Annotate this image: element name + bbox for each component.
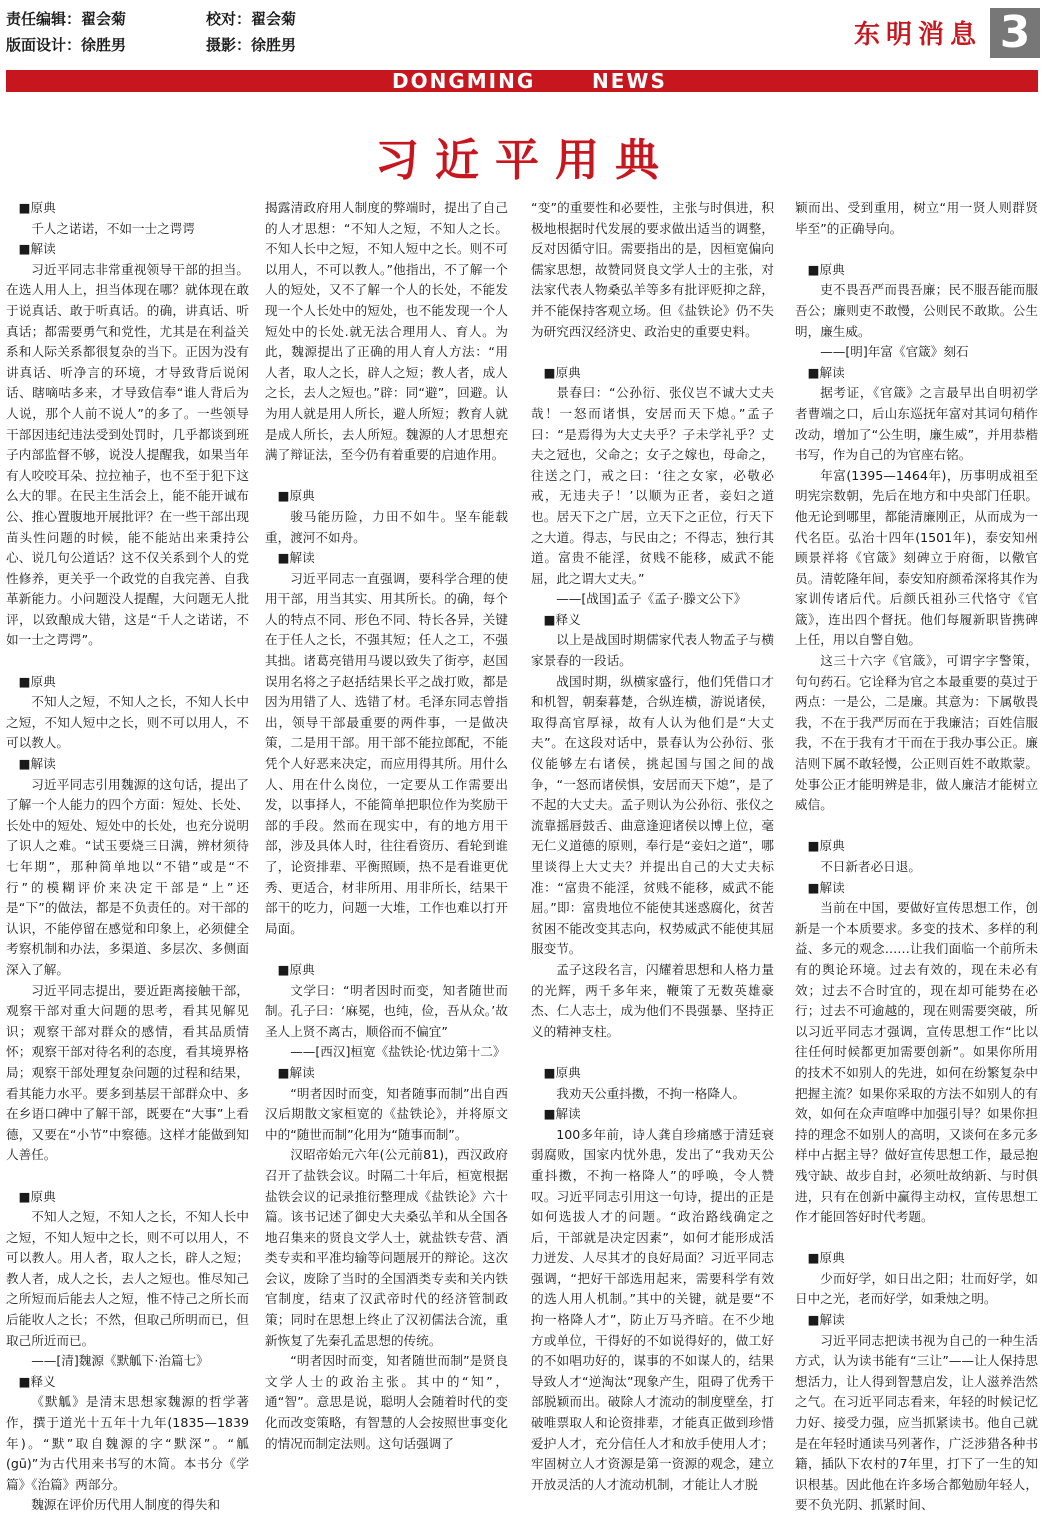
paragraph-gap — [795, 816, 1038, 837]
paragraph: 魏源在评价历代用人制度的得失和 — [31, 1497, 221, 1513]
editor-credit: 责任编辑：翟会菊 — [6, 10, 127, 28]
paragraph: 骏马能历险，力田不如牛。坚车能载重，渡河不如舟。 — [265, 508, 508, 545]
paragraph: 以上是战国时期儒家代表人物孟子与横家景春的一段话。 — [531, 632, 774, 669]
paragraph: “明者因时而变，知者随世而制”是贤良文学人士的政治主张。其中的“知”，通“智”。意思是说，聪明人会随着时代的变化而改变策略，有智慧的人会按照世事变化的情况而制定法则。这句话强调了 — [265, 1353, 508, 1451]
section-heading: ■解读 — [18, 756, 56, 772]
section-heading: ■原典 — [807, 261, 845, 277]
paragraph-gap — [795, 1228, 1038, 1249]
paragraph: “明者因时而变，知者随事而制”出自西汉后期散文家桓宽的《盐铁论》，并将原文中的“随世而制”化用为“随事而制”。 — [265, 1085, 508, 1142]
banner-word-1: DONGMING — [392, 69, 536, 93]
paragraph-gap — [795, 239, 1038, 260]
page-title: 习近平用典 — [375, 135, 675, 186]
section-heading: ■解读 — [543, 1106, 581, 1122]
section-heading: ■释义 — [543, 611, 581, 627]
section-heading: ■解读 — [807, 879, 845, 895]
section-heading: ■解读 — [807, 1312, 845, 1328]
section-heading: ■原典 — [18, 673, 56, 689]
paragraph: 习近平同志一直强调，要科学合理的使用干部，用当其实、用其所长。的确，每个人的特点不同、形色不同、特长各异，关键在于任人之长，不强其短；任人之工，不强其拙。诸葛亮错用马谡以致失了街亭，赵国误用名将之子赵括结果长平之战打败，都是因为用错了人、选错了材。毛泽东同志曾指出，领导干部最重要的两件事，一是做决策，二是用干部。用干部不能拉郎配，不能凭个人好恶来决定，而应用得其所。用什么人、用在什么岗位，一定要从工作需要出发，以事择人，不能简单把职位作为奖励干部的手段。然而在现实中，有的地方用干部，涉及具体人时，往往看资历、看轮到谁了，论资排辈、平衡照顾，热不是看谁更优秀、更适合，材非所用、用非所长，结果干部干的吃力，问题一大堆，工作也难以打开局面。 — [265, 570, 508, 936]
paragraph-gap — [531, 342, 774, 363]
paragraph-gap — [6, 1166, 249, 1187]
paragraph: 《默觚》是清末思想家魏源的哲学著作，撰于道光十五年十九年(1835—1839年)。“默”取自魏源的字“默深”。“觚(gū)”为古代用来书写的木简。本书分《学篇》《治篇》两部分。 — [6, 1394, 249, 1492]
paragraph: 千人之诺诺，不如一士之谔谔 — [31, 220, 195, 236]
proofread-credit: 校对：翟会菊 — [206, 10, 297, 28]
section-heading: ■原典 — [543, 1064, 581, 1080]
paragraph: 战国时期，纵横家盛行，他们凭借口才和机智，朝秦暮楚，合纵连横，游说诸侯，取得高官厚禄，故有人认为他们是“大丈夫”。在这段对话中，景春认为公孙衍、张仪能够左右诸侯，挑起国与国之间的战争，“一怒而诸侯惧，安居而天下熄”，是了不起的大丈夫。孟子则认为公孙衍、张仪之流靠摇唇鼓舌、曲意逢迎诸侯以博上位，毫无仁义道德的原则，奉行是“妾妇之道”，哪里谈得上大丈夫？并提出自己的大丈夫标准：“富贵不能淫，贫贱不能移，威武不能屈。”即：富贵地位不能使其迷惑腐化，贫苦贫困不能改变其志向，权势威武不能使其屈服变节。 — [531, 673, 774, 957]
paragraph: 当前在中国，要做好宣传思想工作，创新是一个本质要求。多变的技术、多样的利益、多元的观念……让我们面临一个前所未有的舆论环境。过去有效的，现在未必有效；过去不合时宜的，现在却可能势在必行；过去不可逾越的，现在则需要突破，所以习近平同志才强调，宣传思想工作“比以往任何时候都更加需要创新”。如果你所用的技术不如别人的先进，如何在纷繁复杂中把握主流？如果你采取的方法不如别人的有效，如何在众声喧哗中加强引导？如果你担持的理念不如别人的高明，又谈何在多元多样中占据主导？做好宣传思想工作，最忌抱残守缺、故步自封，必须吐故纳新、与时俱进，只有在创新中赢得主动权，宣传思想工作才能回答好时代考题。 — [795, 900, 1038, 1225]
text-column-2 — [265, 198, 508, 1522]
layout-credit: 版面设计：徐胜男 — [6, 36, 127, 54]
paragraph: 景春曰：“公孙衍、张仪岂不诚大丈夫哉！一怒而诸惧，安居而天下熄。”孟子曰：“是焉得为大丈夫乎？子未学礼乎？丈夫之冠也，父命之；女子之嫁也，母命之，往送之门，戒之曰：‘往之女家，必敬必戒，无违夫子！’以顺为正者，妾妇之道也。居天下之广居，立天下之正位，行天下之大道。得志，与民由之；不得志，独行其道。富贵不能淫，贫贱不能移，威武不能屈，此之谓大丈夫。” — [531, 385, 774, 586]
paragraph: “变”的重要性和必要性，主张与时俱进，积极地根据时代发展的要求做出适当的调整，反对因循守旧。需要指出的是，因桓宽偏向儒家思想，故赞同贤良文学人士的主张，对法家代表人物桑弘羊等多有批评贬抑之辞，并不能保持客观立场。但《盐铁论》仍不失为研究西汉经济史、政治史的重要史料。 — [531, 200, 774, 339]
paragraph: 习近平同志非常重视领导干部的担当。在选人用人上，担当体现在哪？就体现在敢于说真话、敢于听真话。的确，讲真话、听真话；都需要勇气和党性，尤其是在利益关系和人际关系都很复杂的当下。正因为没有讲真话、听净言的环境，才导致背后说闲话、瞎嘀咕多来，才导致信奉“谁人背后为人说，那个人前不说人”的多了。一些领导干部因违纪违法受到处罚时，几乎都谈到班子内部监督不够，说没人提醒我，如果当年有人咬咬耳朵、拉拉袖子，也不至于犯下这么大的罪。在民主生活会上，能不能开诚布公、推心置腹地开展批评？在一些干部出现苗头性问题的时候，能不能站出来秉持公心、说几句公道话？这不仅关系到个人的党性修养，更关乎一个政党的自我完善、自我革新能力。小问题没人提醒，大问题无人批评，以致酿成大错，这是“千人之诺诺，不如一士之谔谔”。 — [6, 261, 249, 648]
text-column-1 — [6, 198, 249, 1522]
section-heading: ■原典 — [807, 838, 845, 854]
section-heading: ■原典 — [543, 364, 581, 380]
paragraph: 习近平同志引用魏源的这句话，提出了了解一个人能力的四个方面：短处、长处、长处中的短处、短处中的长处，也充分说明了识人之难。“试玉要烧三日满，辨材须待七年期”，那种简单地以“不错”或是“不行”的模糊评价来决定干部是“上”还是“下”的做法，都是不负责任的。对干部的认识，不能停留在感觉和印象上，必须健全考察机制和办法，多渠道、多层次、多侧面深入了解。 — [6, 776, 249, 977]
paragraph: 年富(1395—1464年)，历事明成祖至明宪宗数朝，先后在地方和中央部门任职。他无论到哪里，都能清廉刚正，从而成为一代名臣。弘治十四年(1501年)，泰安知州顾景祥将《官箴》刻碑立于府衙，以儆官员。清乾隆年间，泰安知府颜希深将其作为家训传诸后代。后颜氏祖孙三代恪守《官箴》，连出四个督抚。他们每履新职皆携碑上任，用以自警自勉。 — [795, 467, 1038, 648]
section-heading: ■原典 — [18, 200, 56, 215]
paragraph: 100多年前，诗人龚自珍痛感于清廷衰弱腐败，国家内忧外患，发出了“我劝天公重抖擞，不拘一格降人”的呼唤，令人赞叹。习近平同志引用这一句诗，提出的正是如何选拔人才的问题。“政治路线确定之后，干部就是决定因素”，如何才能形成活力迸发、人尽其才的良好局面？习近平同志强调，“把好干部选用起来，需要科学有效的选人用人机制。”其中的关键，就是要“不拘一格降人才”，防止万马齐暗。在不少地方或单位，干得好的不如说得好的，做工好的不如唱功好的，谋事的不如谋人的，结果导致人才“逆淘汰”现象产生，阻碍了优秀干部脱颖而出。破除人才流动的制度壁垒，打破唯票取人和论资排辈，才能真正做到珍惜爱护人才，充分信任人才和放手使用人才；牢固树立人才资源是第一资源的观念，建立开放灵活的人才流动机制，才能让人才脱 — [531, 1126, 774, 1492]
section-heading: ■释义 — [18, 1373, 56, 1389]
paragraph-gap — [6, 651, 249, 672]
paragraph: 习近平同志提出，要近距离接触干部，观察干部对重大问题的思考，看其见解见识；观察干部对群众的感情，看其品质情怀；观察干部对待名利的态度，看其境界格局；观察干部处理复杂问题的过程和结果，看其能力水平。要多到基层干部群众中、多在乡语口碑中了解干部，既要在“大事”上看德，又要在“小节”中察德。这样才能做到知人善任。 — [6, 982, 249, 1163]
section-heading: ■原典 — [277, 488, 315, 504]
source-citation: ——[战国]孟子《孟子·滕文公下》 — [556, 591, 747, 607]
paragraph: 不知人之短，不知人之长，不知人长中之短，不知人短中之长，则不可以用人，不可以教人。用人者，取人之长，辟人之短；教人者，成人之长，去人之短也。惟尽知己之所短而后能去人之短，惟不恃己之所长而后能收人之长；不然，但取己所明而已，但取己所近而已。 — [6, 1209, 249, 1348]
page-number: 3 — [990, 8, 1040, 58]
text-column-3 — [531, 198, 774, 1522]
paragraph: 孟子这段名言，闪耀着思想和人格力量的光辉，两千多年来，鞭策了无数英雄豪杰、仁人志士，成为他们不畏强暴、坚持正义的精神支柱。 — [531, 961, 774, 1039]
credits-block — [6, 6, 296, 58]
source-citation: ——[清]魏源《默觚下·治篇七》 — [31, 1353, 209, 1369]
paragraph: 不知人之短，不知人之长，不知人长中之短，不知人短中之长，则不可以用人，不可以教人。 — [6, 694, 249, 751]
paragraph: 这三十六字《官箴》，可谓字字警策，句句药石。它诠释为官之本最重要的莫过于两点：一是公，二是廉。其意为：下属敬畏我，不在于我严厉而在于我廉洁；百姓信服我，不在于我有才干而在于我办事公正。廉洁则下属不敢轻慢，公正则百姓不敢欺蒙。处事公正才能明辨是非，做人廉洁才能树立威信。 — [795, 653, 1038, 813]
section-heading: ■原典 — [277, 961, 315, 977]
section-heading: ■解读 — [277, 550, 315, 566]
section-heading: ■解读 — [18, 241, 56, 257]
section-heading: ■解读 — [277, 1064, 315, 1080]
paragraph: 习近平同志把读书视为自己的一种生活方式，认为读书能有“三让”——让人保持思想活力，让人得到智慧启发，让人滋养浩然之气。在习近平同志看来，年轻的时候记忆力好、接受力强，应当抓紧读书。他自己就是在年轻时通读马列著作，广泛涉猎各种书籍，插队下农村的7年里，打下了一生的知识根基。因此他在许多场合都勉励年轻人，要不负光阴、抓紧时间、 — [795, 1332, 1038, 1513]
source-citation: ——[明]年富《官箴》刻石 — [820, 344, 969, 360]
paragraph: 揭露清政府用人制度的弊端时，提出了自己的人才思想：“不知人之短，不知人之长。不知人长中之短，不知人短中之长。则不可以用人，不可以教人。”他指出，不了解一个人的短处，又不了解一个人的长处，不能发现一个人长处中的短处，也不能发现一个人短处中的长处.就无法合理用人、育人。为此，魏源提出了正确的用人育人方法：“用人者，取人之长，辟人之短；教人者，成人之长，去人之短也。”辟：同“避”，回避。认为用人就是用人所长，避人所短；教育人就是成人所长，去人所短。魏源的人才思想充满了辩证法，至今仍有着重要的启迪作用。 — [265, 200, 508, 463]
paragraph: 我劝天公重抖擞，不拘一格降人。 — [556, 1085, 746, 1101]
photo-credit: 摄影：徐胜男 — [206, 36, 297, 54]
paragraph: 吏不畏吾严而畏吾廉；民不服吾能而服吾公；廉则吏不敢慢，公则民不敢欺。公生明，廉生威。 — [795, 282, 1038, 339]
masthead: 东明消息 — [853, 20, 982, 50]
banner-word-2: NEWS — [592, 69, 667, 93]
section-heading: ■原典 — [807, 1250, 845, 1266]
section-heading: ■解读 — [807, 364, 845, 380]
paragraph: 颖而出、受到重用，树立“用一贤人则群贤毕至”的正确导向。 — [795, 200, 1038, 236]
source-citation: ——[西汉]桓宽《盐铁论·忧边第十二》 — [290, 1044, 506, 1060]
paragraph: 汉昭帝始元六年(公元前81)，西汉政府召开了盐铁会议。时隔二十年后，桓宽根据盐铁会议的记录推衍整理成《盐铁论》六十篇。该书记述了御史大夫桑弘羊和从全国各地召集来的贤良文学人士，就盐铁专营、酒类专卖和平准均输等问题展开的辩论。这次会议，废除了当时的全国酒类专卖和关内铁官制度，结束了汉武帝时代的经济管制政策；同时在思想上终止了汉初儒法合流，重新恢复了先秦孔孟思想的传统。 — [265, 1147, 508, 1348]
news-banner — [6, 70, 1038, 92]
paragraph: 文学曰：“明者因时而变，知者随世而制。孔子曰：‘麻冕，也纯，俭，吾从众。’故圣人上贤不离古，顺俗而不偏宜” — [265, 982, 508, 1039]
paragraph-gap — [265, 939, 508, 960]
paragraph: 据考证，《官箴》之言最早出自明初学者曹端之口，后山东巡抚年富对其词句稍作改动，增加了“公生明，廉生威”，并用恭楷书写，作为自己的为官座右铭。 — [795, 385, 1038, 463]
paragraph: 少而好学，如日出之阳；壮而好学，如日中之光，老而好学，如秉烛之明。 — [795, 1270, 1038, 1307]
paragraph: 不日新者必日退。 — [820, 859, 921, 874]
text-column-4 — [795, 198, 1038, 1522]
section-heading: ■原典 — [18, 1188, 56, 1204]
paragraph-gap — [265, 466, 508, 487]
paragraph-gap — [531, 1042, 774, 1063]
